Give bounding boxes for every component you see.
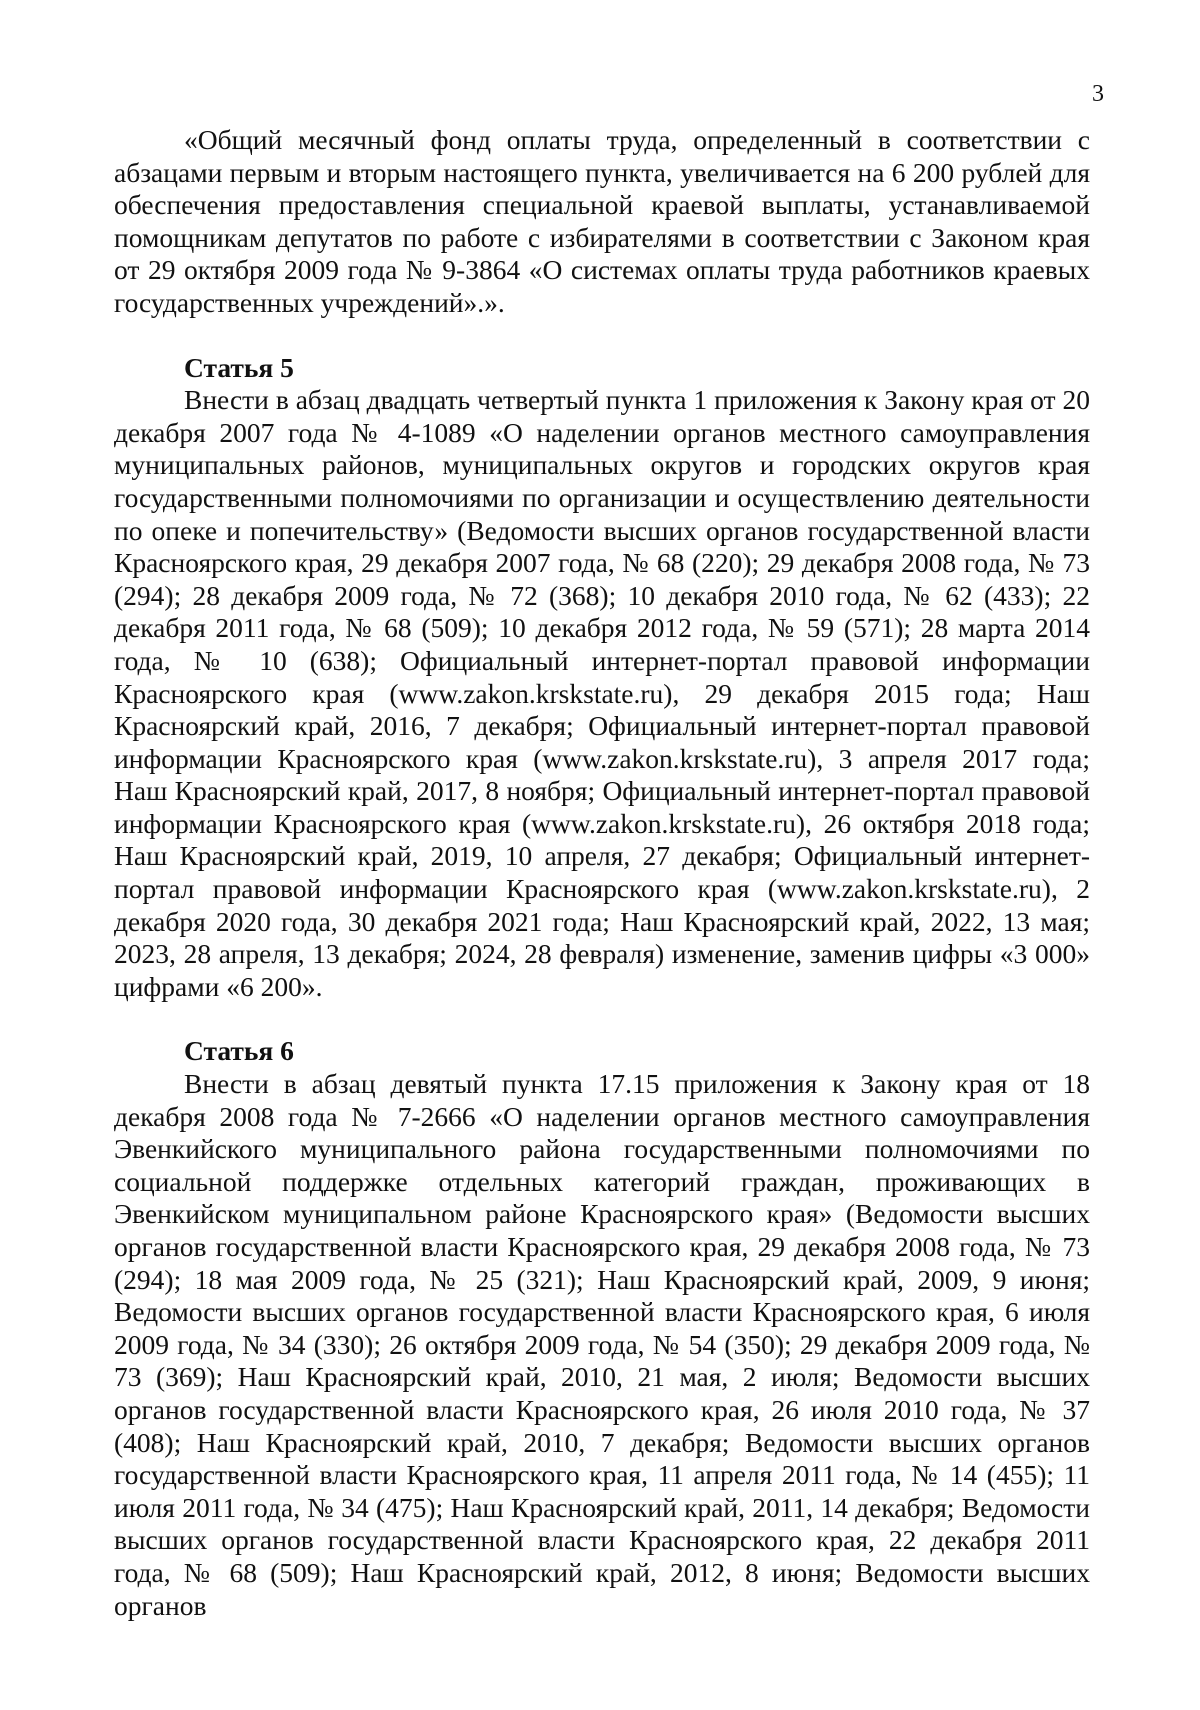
article-6 <box>114 1035 1090 1622</box>
document-body <box>114 124 1090 1622</box>
article-6-text: Внести в абзац девятый пункта 17.15 приложения к Закону края от 18 декабря 2008 года № 7-2666 «О наделении органов местного самоуправления Эвенкийского муниципального района государственными полномочиями по социальной поддержке отдельных категорий граждан, проживающих в Эвенкийском муниципальном районе Красноярского края» (Ведомости высших органов государственной власти Красноярского края, 29 декабря 2008 года, № 73 (294); 18 мая 2009 года, № 25 (321); Наш Красноярский край, 2009, 9 июня; Ведомости высших органов государственной власти Красноярского края, 6 июля 2009 года, № 34 (330); 26 октября 2009 года, № 54 (350); 29 декабря 2009 года, № 73 (369); Наш Красноярский край, 2010, 21 мая, 2 июля; Ведомости высших органов государственной власти Красноярского края, 26 июля 2010 года, № 37 (408); Наш Красноярский край, 2010, 7 декабря; Ведомости высших органов государственной власти Красноярского края, 11 апреля 2011 года, № 14 (455); 11 июля 2011 года, № 34 (475); Наш Красноярский край, 2011, 14 декабря; Ведомости высших органов государственной власти Красноярского края, 22 декабря 2011 года, № 68 (509); Наш Красноярский край, 2012, 8 июня; Ведомости высших органов <box>114 1068 1090 1621</box>
article-5 <box>114 352 1090 1004</box>
article-5-text: Внести в абзац двадцать четвертый пункта 1 приложения к Закону края от 20 декабря 2007 года № 4-1089 «О наделении органов местного самоуправления муниципальных районов, муниципальных округов и городских округов края государственными полномочиями по организации и осуществлению деятельности по опеке и попечительству» (Ведомости высших органов государственной власти Красноярского края, 29 декабря 2007 года, № 68 (220); 29 декабря 2008 года, № 73 (294); 28 декабря 2009 года, № 72 (368); 10 декабря 2010 года, № 62 (433); 22 декабря 2011 года, № 68 (509); 10 декабря 2012 года, № 59 (571); 28 марта 2014 года, № 10 (638); Официальный интернет-портал правовой информации Красноярского края (www.zakon.krskstate.ru), 29 декабря 2015 года; Наш Красноярский край, 2016, 7 декабря; Официальный интернет-портал правовой информации Красноярского края (www.zakon.krskstate.ru), 3 апреля 2017 года; Наш Красноярский край, 2017, 8 ноября; Официальный интернет-портал правовой информации Красноярского края (www.zakon.krskstate.ru), 26 октября 2018 года; Наш Красноярский край, 2019, 10 апреля, 27 декабря; Официальный интернет-портал правовой информации Красноярского края (www.zakon.krskstate.ru), 2 декабря 2020 года, 30 декабря 2021 года; Наш Красноярский край, 2022, 13 мая; 2023, 28 апреля, 13 декабря; 2024, 28 февраля) изменение, заменив цифры «3 000» цифрами «6 200». <box>114 384 1090 1002</box>
article-6-title: Статья 6 <box>184 1035 294 1067</box>
page-number: 3 <box>1092 81 1104 107</box>
intro-paragraph: «Общий месячный фонд оплаты труда, определенный в соответствии с абзацами первым и вторым настоящего пункта, увеличивается на 6 200 рублей для обеспечения предоставления специальной краевой выплаты, устанавливаемой помощникам депутатов по работе с избирателями в соответствии с Законом края от 29 октября 2009 года № 9-3864 «О системах оплаты труда работников краевых государственных учреждений».». <box>114 124 1090 318</box>
article-5-title: Статья 5 <box>184 351 294 383</box>
